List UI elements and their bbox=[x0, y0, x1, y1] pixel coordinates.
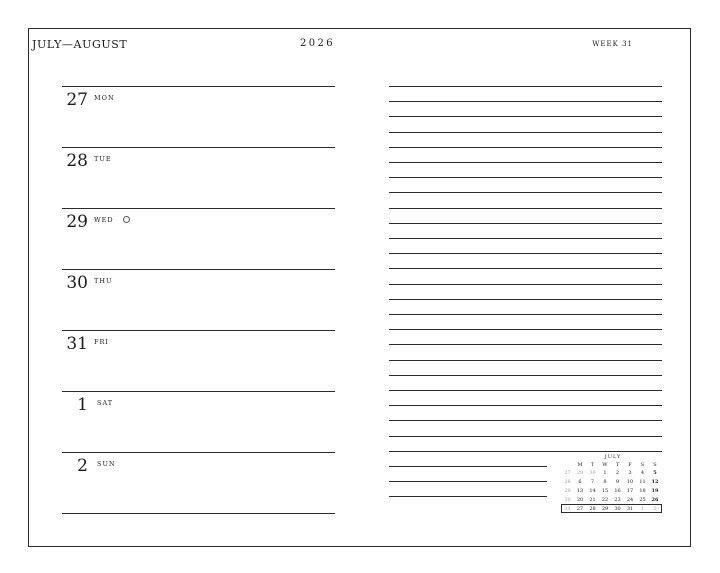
mini-day: 19 bbox=[651, 488, 659, 494]
mini-week-number: 29 bbox=[564, 488, 571, 494]
mini-week-number: 30 bbox=[564, 497, 571, 503]
page-title: JULY—AUGUST bbox=[32, 38, 128, 51]
mini-day: 5 bbox=[653, 470, 657, 476]
note-line bbox=[389, 466, 547, 467]
note-line bbox=[389, 420, 662, 421]
mini-day: 1 bbox=[640, 506, 645, 512]
mini-day: 27 bbox=[576, 506, 584, 512]
note-line bbox=[389, 238, 662, 239]
note-line bbox=[389, 299, 662, 300]
mini-day: 12 bbox=[651, 479, 659, 485]
day-number: 29 bbox=[66, 212, 88, 232]
note-line bbox=[389, 132, 662, 133]
mini-day: 18 bbox=[639, 488, 646, 494]
day-name: SAT bbox=[97, 399, 114, 407]
mini-day: 30 bbox=[614, 506, 621, 512]
mini-day: 20 bbox=[576, 497, 584, 503]
mini-day: 6 bbox=[578, 479, 582, 485]
note-line bbox=[389, 101, 662, 102]
note-line bbox=[389, 268, 662, 269]
day-name: MON bbox=[94, 94, 115, 102]
mini-day: 13 bbox=[576, 488, 584, 494]
mini-day: 3 bbox=[628, 470, 632, 476]
note-line bbox=[389, 405, 662, 406]
mini-day: 9 bbox=[615, 479, 620, 485]
day-divider bbox=[62, 452, 335, 453]
day-name: TUE bbox=[94, 155, 112, 163]
mini-day: 10 bbox=[626, 479, 634, 485]
mini-day: 11 bbox=[639, 479, 646, 485]
mini-weekday: S bbox=[653, 462, 657, 468]
mini-weekday: F bbox=[628, 462, 632, 468]
note-line bbox=[389, 329, 662, 330]
mini-day: 31 bbox=[626, 506, 634, 512]
note-line bbox=[389, 162, 662, 163]
note-line bbox=[389, 314, 662, 315]
moon-phase-icon bbox=[123, 216, 130, 223]
mini-day: 22 bbox=[601, 497, 609, 503]
mini-day: 24 bbox=[626, 497, 634, 503]
mini-day: 2 bbox=[653, 506, 657, 512]
mini-day: 16 bbox=[614, 488, 621, 494]
mini-day: 8 bbox=[603, 479, 607, 485]
day-divider bbox=[62, 330, 335, 331]
mini-day: 29 bbox=[601, 506, 609, 512]
note-line bbox=[389, 344, 662, 345]
day-divider bbox=[62, 208, 335, 209]
day-name: SUN bbox=[97, 460, 116, 468]
mini-day: 30 bbox=[589, 470, 596, 476]
mini-week-number: 28 bbox=[564, 479, 571, 485]
mini-day: 28 bbox=[589, 506, 596, 512]
mini-day: 23 bbox=[614, 497, 621, 503]
mini-day: 21 bbox=[589, 497, 596, 503]
note-line bbox=[389, 177, 662, 178]
note-line bbox=[389, 116, 662, 117]
note-line bbox=[389, 436, 662, 437]
note-line bbox=[389, 253, 662, 254]
mini-day: 2 bbox=[615, 470, 620, 476]
note-line bbox=[389, 451, 662, 452]
note-line bbox=[389, 192, 662, 193]
day-divider bbox=[62, 513, 335, 514]
day-number: 27 bbox=[66, 90, 88, 110]
note-line bbox=[389, 375, 662, 376]
mini-weekday: M bbox=[577, 462, 583, 468]
mini-weekday: T bbox=[590, 462, 595, 468]
day-number: 1 bbox=[77, 395, 88, 415]
mini-day: 4 bbox=[640, 470, 645, 476]
mini-weekday: S bbox=[640, 462, 645, 468]
day-number: 30 bbox=[66, 273, 88, 293]
note-line bbox=[389, 147, 662, 148]
note-line bbox=[389, 223, 662, 224]
note-line bbox=[389, 360, 662, 361]
mini-day: 15 bbox=[601, 488, 609, 494]
day-divider bbox=[62, 269, 335, 270]
day-name: FRI bbox=[94, 338, 109, 346]
note-line bbox=[389, 496, 547, 497]
day-number: 31 bbox=[66, 334, 88, 354]
note-line bbox=[389, 284, 662, 285]
note-line bbox=[389, 390, 662, 391]
mini-weekday: T bbox=[615, 462, 620, 468]
week-label: WEEK 31 bbox=[592, 40, 633, 48]
mini-day: 1 bbox=[603, 470, 607, 476]
note-line bbox=[389, 481, 547, 482]
day-name: THU bbox=[94, 277, 113, 285]
mini-weekday: W bbox=[602, 462, 608, 468]
mini-day: 26 bbox=[651, 497, 659, 503]
day-number: 28 bbox=[66, 151, 88, 171]
header-divider bbox=[62, 86, 335, 87]
day-divider bbox=[62, 391, 335, 392]
mini-day: 29 bbox=[576, 470, 584, 476]
day-number: 2 bbox=[77, 456, 88, 476]
note-line bbox=[389, 208, 662, 209]
mini-week-number: 31 bbox=[564, 506, 571, 512]
note-line bbox=[389, 86, 662, 87]
day-name: WED bbox=[94, 216, 114, 224]
mini-day: 25 bbox=[639, 497, 646, 503]
mini-calendar-month: JULY bbox=[604, 454, 622, 460]
mini-week-number: 27 bbox=[564, 470, 571, 476]
mini-day: 7 bbox=[590, 479, 595, 485]
mini-day: 17 bbox=[626, 488, 634, 494]
year-label: 2026 bbox=[299, 38, 335, 49]
day-divider bbox=[62, 147, 335, 148]
mini-day: 14 bbox=[589, 488, 596, 494]
